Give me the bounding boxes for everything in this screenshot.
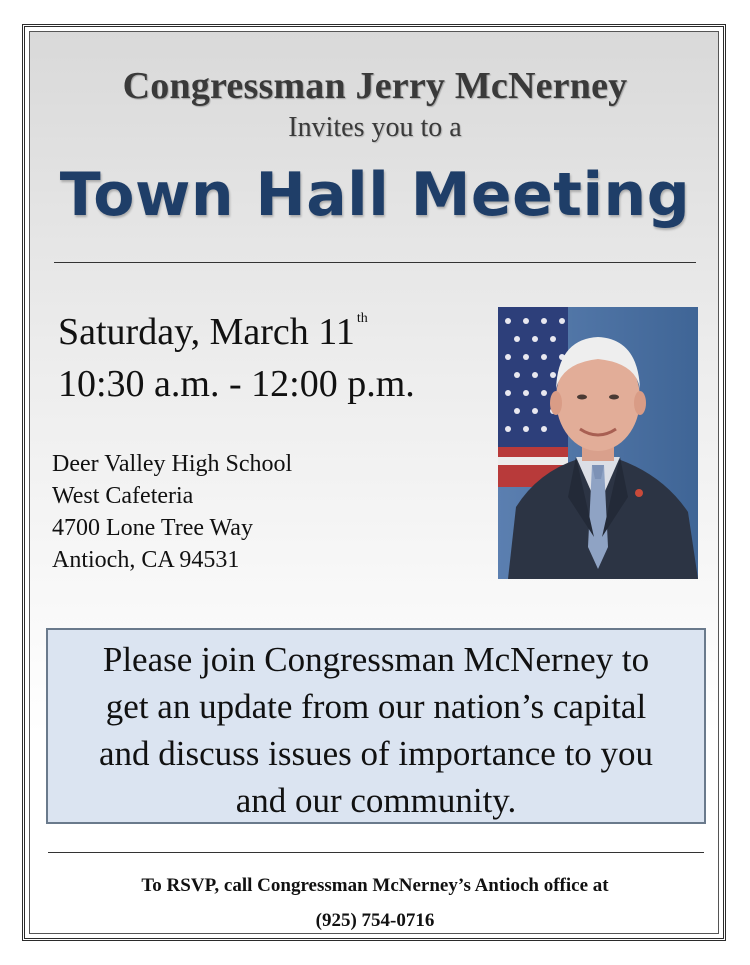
message-box bbox=[46, 628, 706, 824]
message-line: Please join Congressman McNerney to bbox=[102, 640, 650, 679]
event-date-suffix: th bbox=[356, 311, 368, 326]
title-divider bbox=[54, 262, 696, 263]
address-line: 4700 Lone Tree Way bbox=[52, 515, 253, 541]
address-line: Antioch, CA 94531 bbox=[52, 547, 240, 573]
invite-line: Invites you to a bbox=[288, 112, 462, 143]
event-title: Town Hall Meeting bbox=[59, 160, 691, 230]
congressman-portrait bbox=[498, 307, 698, 579]
host-name: Congressman Jerry McNerney bbox=[122, 65, 628, 107]
event-time: 10:30 a.m. - 12:00 p.m. bbox=[58, 363, 415, 405]
footer-divider bbox=[48, 852, 704, 853]
event-date-text: Saturday, March 11 bbox=[58, 311, 355, 353]
message-line: and discuss issues of importance to you bbox=[98, 734, 654, 773]
address-line: Deer Valley High School bbox=[52, 451, 293, 477]
message-line: and our community. bbox=[235, 781, 517, 820]
rsvp-phone: (925) 754-0716 bbox=[315, 910, 435, 931]
event-address bbox=[52, 448, 292, 576]
address-line: West Cafeteria bbox=[52, 483, 194, 509]
portrait-illustration bbox=[498, 307, 698, 579]
rsvp-footer bbox=[0, 868, 750, 938]
event-date bbox=[58, 310, 368, 354]
rsvp-text: To RSVP, call Congressman McNerney’s Antioch office at bbox=[141, 875, 609, 896]
message-line: get an update from our nation’s capital bbox=[105, 687, 647, 726]
